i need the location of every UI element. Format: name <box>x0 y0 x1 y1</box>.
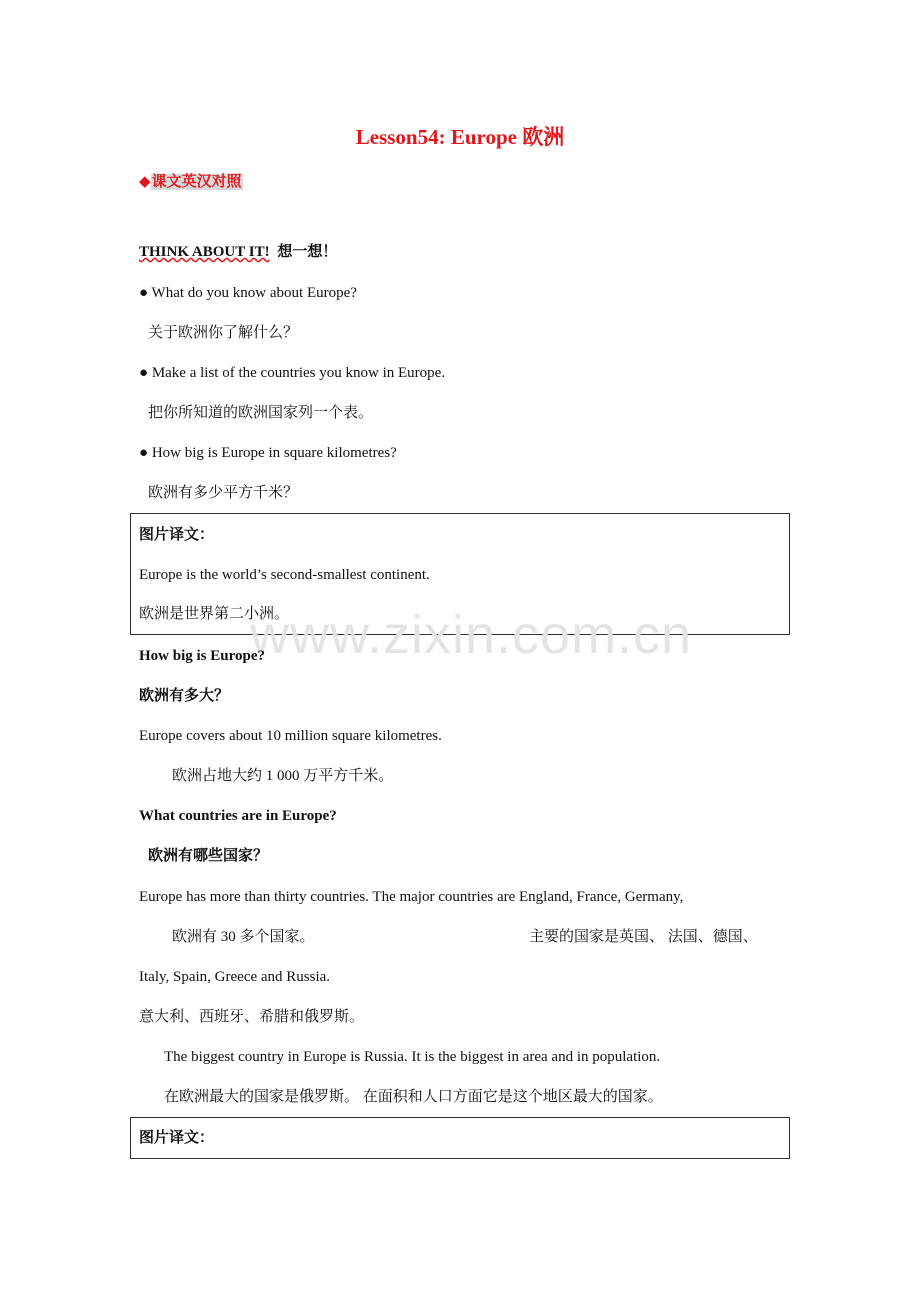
watermark: www.zixin.com.cn <box>250 605 693 665</box>
picture-translation-box-2 <box>130 1117 790 1159</box>
question-1 <box>139 283 357 303</box>
page-title: Lesson54: Europe 欧洲 <box>355 125 565 149</box>
p2-zh-c: 意大利、西班牙、希腊和俄罗斯。 <box>139 1009 365 1025</box>
bullet-icon: ● <box>139 365 149 381</box>
box1-en: Europe is the world’s second-smallest continent. <box>139 567 430 583</box>
question-3-en: How big is Europe in square kilometres? <box>151 445 397 461</box>
question-1-en: What do you know about Europe? <box>151 285 357 301</box>
p2-en-b: Italy, Spain, Greece and Russia. <box>139 969 331 985</box>
bullet-icon: ● <box>139 445 149 461</box>
q2-zh: 欧洲有哪些国家？ <box>148 848 269 864</box>
question-2-zh: 把你所知道的欧洲国家列一个表。 <box>148 405 374 421</box>
think-about-it-zh: 想一想！ <box>277 244 338 260</box>
q2-en: What countries are in Europe? <box>139 808 337 824</box>
p1-zh: 欧洲占地大约 1 000 万平方千米。 <box>172 768 394 784</box>
q1-zh: 欧洲有多大？ <box>139 688 230 704</box>
p3-zh: 在欧洲最大的国家是俄罗斯。 在面积和人口方面它是这个地区最大的国家。 <box>164 1089 663 1105</box>
box1-heading: 图片译文： <box>139 527 215 543</box>
box1-zh: 欧洲是世界第二小洲。 <box>139 606 290 622</box>
question-2 <box>139 363 445 383</box>
box2-heading: 图片译文： <box>139 1130 215 1146</box>
question-1-zh: 关于欧洲你了解什么？ <box>148 325 299 341</box>
think-about-it-en: THINK ABOUT IT! <box>139 244 270 260</box>
think-about-it <box>139 242 337 262</box>
p2-zh-a: 欧洲有 30 多个国家。 <box>172 929 315 945</box>
q1-en: How big is Europe? <box>139 648 265 664</box>
question-2-en: Make a list of the countries you know in Europe. <box>151 365 446 381</box>
diamond-bullet-icon: ◆ <box>139 174 151 190</box>
bullet-icon: ● <box>139 285 149 301</box>
question-3 <box>139 443 397 463</box>
section-header-label: 课文英汉对照 <box>151 174 242 190</box>
p2-en-a: Europe has more than thirty countries. The major countries are England, France, Germany, <box>139 889 684 905</box>
p3-en: The biggest country in Europe is Russia. It is the biggest in area and in population. <box>164 1049 661 1065</box>
question-3-zh: 欧洲有多少平方千米？ <box>148 485 299 501</box>
p2-zh-b: 主要的国家是英国、 法国、德国、 <box>529 929 758 945</box>
section-header <box>139 172 243 192</box>
p1-en: Europe covers about 10 million square kilometres. <box>139 728 442 744</box>
